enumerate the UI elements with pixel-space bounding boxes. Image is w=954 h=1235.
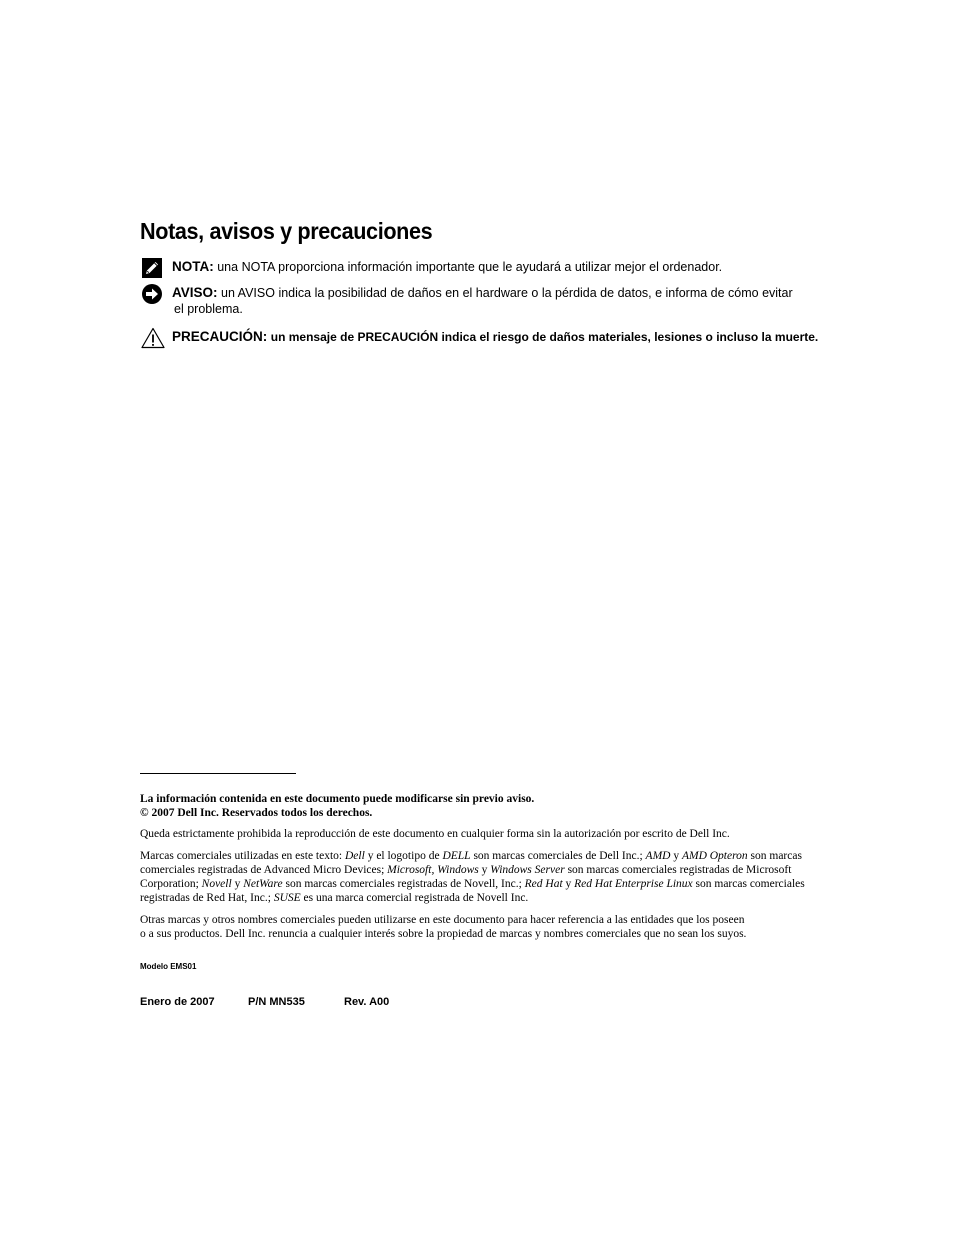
- trademark-name: Novell: [201, 878, 232, 890]
- trademark-name: Windows: [437, 864, 479, 876]
- trademark-notice: [140, 849, 845, 905]
- trademark-name: NetWare: [243, 878, 283, 890]
- publication-date: Enero de 2007: [140, 996, 215, 1008]
- model-number: Modelo EMS01: [140, 962, 197, 971]
- part-number: P/N MN535: [248, 996, 305, 1008]
- trademark-name: AMD: [645, 850, 671, 862]
- trademark-text: son marcas comerciales de Dell Inc.;: [470, 850, 646, 862]
- trademark-name: Microsoft,: [387, 864, 435, 876]
- trademark-text: Marcas comerciales utilizadas en este texto:: [140, 850, 345, 862]
- info-line-1: La información contenida en este documento puede modificarse sin previo aviso.: [140, 793, 535, 805]
- trademark-text: son marcas comerciales registradas de Red Hat, Inc.;: [140, 878, 805, 904]
- trademark-text: y el logotipo de: [364, 850, 443, 862]
- trademark-name: SUSE: [273, 892, 301, 904]
- notice-text-continued: el problema.: [174, 302, 243, 316]
- trademark-name: Windows Server: [490, 864, 565, 876]
- other-marks-line-2: o a sus productos. Dell Inc. renuncia a cualquier interés sobre la propiedad de marcas y nombres comerciales que no sean los suyos.: [140, 928, 747, 940]
- footnote-divider: [140, 773, 296, 774]
- revision-number: Rev. A00: [344, 996, 390, 1008]
- trademark-name: Red Hat: [524, 878, 563, 890]
- reproduction-notice: Queda estrictamente prohibida la reproducción de este documento en cualquier forma sin la autorización por escrito de Dell Inc.: [140, 828, 730, 840]
- trademark-name: DELL: [442, 850, 471, 862]
- trademark-text: son marcas comerciales registradas de Microsoft Corporation;: [140, 864, 792, 890]
- trademark-name: Dell: [345, 850, 365, 862]
- trademark-text: son marcas comerciales registradas de Advanced Micro Devices;: [140, 850, 802, 876]
- trademark-text: son marcas comerciales registradas de Novell, Inc.;: [282, 878, 525, 890]
- trademark-name: Red Hat Enterprise Linux: [574, 878, 693, 890]
- notice-text: un AVISO indica la posibilidad de daños en el hardware o la pérdida de datos, e informa de cómo evitar: [221, 286, 793, 300]
- other-marks-line-1: Otras marcas y otros nombres comerciales pueden utilizarse en este documento para hacer referencia a las entidades que los poseen: [140, 914, 745, 926]
- page-title: Notas, avisos y precauciones: [140, 218, 433, 244]
- note-text: una NOTA proporciona información importante que le ayudará a utilizar mejor el ordenador.: [217, 260, 723, 274]
- trademark-text: y: [670, 850, 682, 862]
- notice-arrow-icon: [141, 283, 163, 305]
- copyright-line: © 2007 Dell Inc. Reservados todos los derechos.: [140, 807, 373, 819]
- trademark-text: y: [562, 878, 575, 890]
- pencil-note-icon: [141, 257, 163, 279]
- trademark-name: AMD Opteron: [681, 850, 748, 862]
- caution-text: un mensaje de PRECAUCIÓN indica el riesgo de daños materiales, lesiones o incluso la muerte.: [270, 330, 819, 344]
- warning-triangle-icon: [141, 327, 163, 349]
- notice-label: AVISO:: [172, 285, 218, 300]
- note-label: NOTA:: [172, 259, 214, 274]
- caution-label: PRECAUCIÓN:: [172, 329, 268, 344]
- other-trademarks-notice: [140, 913, 845, 941]
- trademark-text: y: [478, 864, 491, 876]
- trademark-text: y: [231, 878, 244, 890]
- info-notice: [140, 792, 845, 820]
- trademark-text: es una marca comercial registrada de Novell Inc.: [300, 892, 529, 904]
